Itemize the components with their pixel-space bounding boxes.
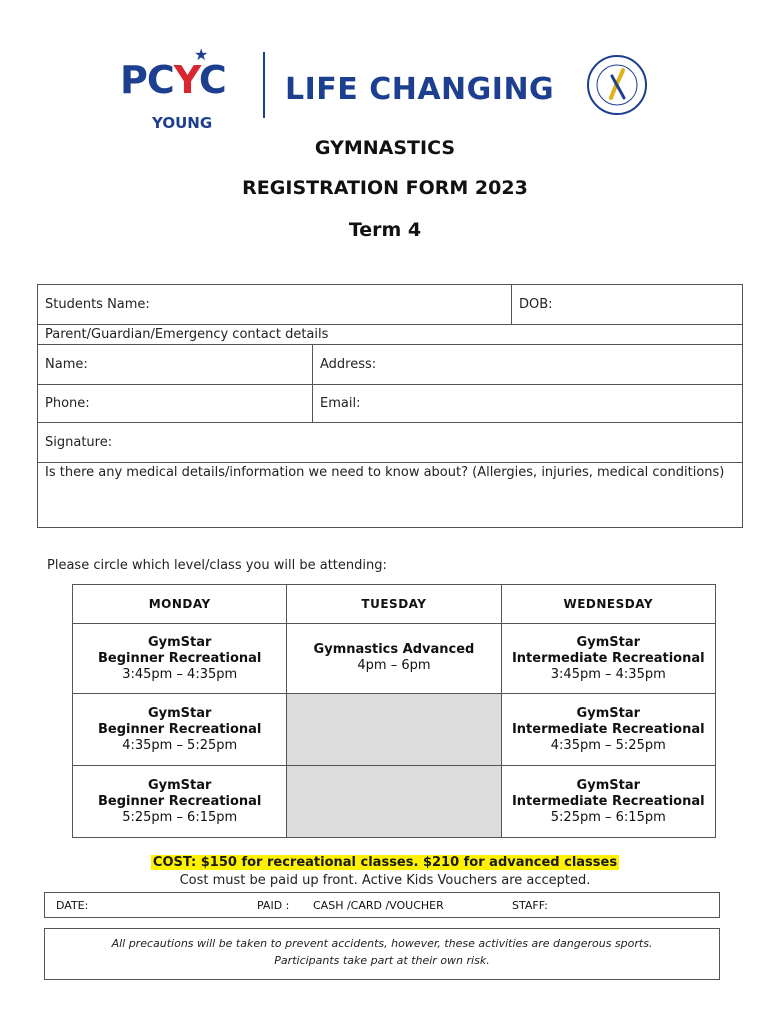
class-option[interactable]: [73, 624, 287, 694]
signature-row: [38, 423, 742, 463]
cost-highlight: COST: $150 for recreational classes. $210 for advanced classes: [152, 855, 618, 870]
registration-details-table: [37, 284, 743, 528]
class-schedule-table: [72, 584, 716, 838]
class-time: 4pm – 6pm: [357, 658, 431, 673]
class-level: Gymnastics Advanced: [313, 642, 475, 657]
name-address-row: [38, 345, 742, 385]
star-icon: ★: [194, 47, 209, 64]
disclaimer-line-2: Participants take part at their own risk.: [274, 954, 490, 967]
form-title: GYMNASTICS: [314, 137, 456, 159]
contact-heading-row: [38, 325, 742, 345]
logo-divider: [263, 52, 265, 118]
address-field[interactable]: Address:: [312, 345, 742, 384]
header-logos: [0, 40, 770, 130]
safety-disclaimer: [44, 928, 720, 980]
form-subtitle: REGISTRATION FORM 2023: [242, 177, 528, 199]
phone-email-row: [38, 385, 742, 423]
class-time: 3:45pm – 4:35pm: [122, 666, 238, 682]
class-option[interactable]: [501, 766, 715, 838]
class-time: 4:35pm – 5:25pm: [122, 737, 238, 753]
class-name: GymStar: [576, 634, 640, 650]
empty-slot: [287, 694, 501, 766]
class-level: Intermediate Recreational: [511, 721, 705, 737]
life-changing-tagline: LIFE CHANGING: [285, 72, 555, 107]
class-level: Intermediate Recreational: [511, 793, 705, 809]
pcyc-logo: [120, 47, 250, 132]
class-name: GymStar: [147, 777, 212, 793]
students-name-field[interactable]: Students Name:: [45, 297, 150, 312]
class-option[interactable]: [287, 624, 501, 694]
class-option[interactable]: [501, 694, 715, 766]
class-time: 3:45pm – 4:35pm: [550, 666, 666, 682]
pcyc-wordmark: PCYC: [120, 58, 226, 102]
class-name: GymStar: [147, 705, 212, 721]
contact-name-field[interactable]: Name:: [45, 357, 88, 372]
cost-line: [0, 855, 770, 870]
office-staff-label: STAFF:: [512, 899, 548, 912]
header-monday: MONDAY: [73, 585, 287, 624]
office-date-label: DATE:: [56, 899, 89, 912]
form-term: Term 4: [348, 219, 422, 241]
dob-field[interactable]: DOB:: [511, 285, 742, 324]
class-level: Beginner Recreational: [97, 721, 262, 737]
header-wednesday: WEDNESDAY: [501, 585, 715, 624]
medical-details-field[interactable]: Is there any medical details/information we need to know about? (Allergies, injuries, medical conditions): [45, 465, 725, 480]
phone-field[interactable]: Phone:: [45, 396, 90, 411]
class-option[interactable]: [501, 624, 715, 694]
office-use-box: [44, 892, 720, 918]
student-row: [38, 285, 742, 325]
class-name: GymStar: [147, 634, 212, 650]
office-paid-label: PAID :: [257, 899, 290, 912]
class-name: GymStar: [576, 705, 640, 721]
medical-row: [38, 463, 742, 527]
class-option[interactable]: [73, 694, 287, 766]
disclaimer-line-1: All precautions will be taken to prevent accidents, however, these activities are dangerous sports.: [111, 937, 653, 950]
class-name: GymStar: [576, 777, 640, 793]
class-option[interactable]: [73, 766, 287, 838]
class-time: 5:25pm – 6:15pm: [550, 809, 666, 825]
office-payment-methods: CASH /CARD /VOUCHER: [313, 899, 444, 912]
header-tuesday: TUESDAY: [287, 585, 501, 624]
cost-note: Cost must be paid up front. Active Kids Vouchers are accepted.: [179, 873, 591, 888]
pcyc-young-label: YOUNG: [152, 114, 213, 132]
empty-slot: [287, 766, 501, 838]
email-field[interactable]: Email:: [312, 385, 742, 422]
class-level: Beginner Recreational: [97, 650, 262, 666]
class-level: Beginner Recreational: [97, 793, 262, 809]
class-level: Intermediate Recreational: [511, 650, 705, 666]
registered-charity-badge-icon: [586, 54, 648, 116]
class-selection-prompt: Please circle which level/class you will be attending:: [47, 558, 387, 573]
class-time: 5:25pm – 6:15pm: [122, 809, 238, 825]
contact-details-heading: Parent/Guardian/Emergency contact details: [45, 327, 329, 342]
class-time: 4:35pm – 5:25pm: [550, 737, 666, 753]
signature-field[interactable]: Signature:: [45, 435, 113, 450]
